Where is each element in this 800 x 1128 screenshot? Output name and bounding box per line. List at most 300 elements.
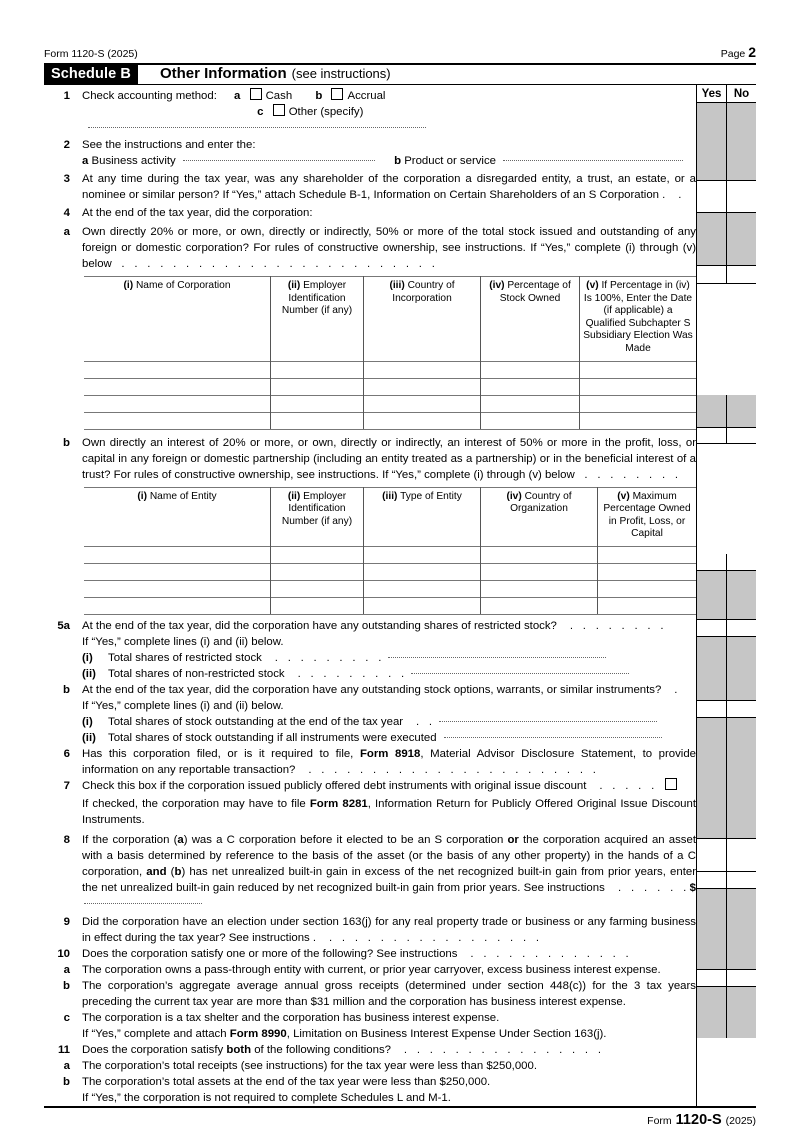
q11-both: both xyxy=(226,1043,252,1056)
col1-rn: (ii) xyxy=(287,280,301,291)
page-label: Page xyxy=(720,48,746,60)
yes-cell-q5a[interactable] xyxy=(697,554,727,570)
question-5b-i xyxy=(44,714,696,730)
yn-gap-table-4b xyxy=(697,444,756,554)
q7-leader: . . . . . xyxy=(586,779,658,792)
q6-part2: , Material Advisor Disclosure Statement, to provide information on any reportable transaction? xyxy=(82,747,697,776)
q5b-ii-spacer xyxy=(44,730,70,746)
question-11a-letter: a xyxy=(63,1059,70,1072)
yes-cell-q6[interactable] xyxy=(697,701,727,717)
table-row[interactable] xyxy=(84,546,696,563)
question-9-text xyxy=(70,914,696,946)
q5a-i-label: Total shares of restricted stock xyxy=(108,651,262,664)
cell[interactable] xyxy=(271,395,364,412)
question-2-number: 2 xyxy=(63,139,70,151)
question-5a-sub xyxy=(44,634,696,650)
question-10c-letter: c xyxy=(63,1011,70,1024)
col-ein xyxy=(271,277,364,362)
question-8-text xyxy=(70,832,696,912)
cell[interactable] xyxy=(481,597,598,614)
yn-block-shaded-q10 xyxy=(697,889,756,970)
q8-a: a xyxy=(177,833,184,846)
bcol4-rn: (v) xyxy=(617,490,630,502)
no-cell-q5b[interactable] xyxy=(727,620,756,636)
corporation-ownership-table xyxy=(84,276,696,430)
cell[interactable] xyxy=(481,361,580,378)
cell[interactable] xyxy=(364,546,481,563)
col1-label: Employer Identification Number (if any) xyxy=(281,280,353,317)
shade-cell xyxy=(727,889,756,969)
cell[interactable] xyxy=(598,580,697,597)
yes-cell-q11[interactable] xyxy=(697,970,727,986)
question-10-text xyxy=(70,946,696,962)
schedule-title: Other Information xyxy=(159,65,287,82)
question-5b-text xyxy=(70,682,696,698)
cell[interactable] xyxy=(271,546,364,563)
question-10a-text: The corporation owns a pass-through entity with current, or prior year carryover, excess business interest expense. xyxy=(82,963,661,976)
col2-rn: (iii) xyxy=(389,280,405,291)
accrual-checkbox[interactable] xyxy=(331,88,343,100)
q5a-sub-spacer xyxy=(44,634,70,650)
col-name-of-entity xyxy=(84,487,271,546)
yn-block-shaded-q1q2 xyxy=(697,103,756,181)
cell[interactable] xyxy=(364,563,481,580)
business-activity-label: Business activity xyxy=(91,155,176,167)
yn-answer-q3 xyxy=(697,181,756,213)
bcol2-rn: (iii) xyxy=(382,490,398,502)
shade-cell xyxy=(697,213,727,265)
no-cell-q11[interactable] xyxy=(727,970,756,986)
question-11b-text: The corporation’s total assets at the end of the tax year were less than $250,000. xyxy=(82,1075,491,1088)
question-5a-i xyxy=(44,650,696,666)
q8-t1: If the corporation ( xyxy=(82,833,178,846)
cell[interactable] xyxy=(481,563,598,580)
no-header: No xyxy=(733,87,750,100)
question-8 xyxy=(44,832,696,912)
question-4b-text xyxy=(70,435,696,483)
q5a-ii-label: Total shares of non-restricted stock xyxy=(108,667,285,680)
q5b-i-label: Total shares of stock outstanding at the end of the tax year xyxy=(108,715,404,728)
cell[interactable] xyxy=(84,563,271,580)
blank-cell xyxy=(727,444,757,554)
built-in-gain-input[interactable] xyxy=(84,903,202,904)
cell[interactable] xyxy=(481,580,598,597)
blank-cell xyxy=(727,284,757,395)
q3-leader: . xyxy=(665,189,685,201)
bcol0-label: Name of Entity xyxy=(149,490,217,502)
cash-checkbox[interactable] xyxy=(250,88,262,100)
cell[interactable] xyxy=(364,580,481,597)
cell[interactable] xyxy=(598,563,697,580)
cell[interactable] xyxy=(580,378,697,395)
cell[interactable] xyxy=(84,546,271,563)
original-issue-discount-checkbox[interactable] xyxy=(665,778,677,790)
table-header-row xyxy=(84,487,696,546)
question-10 xyxy=(44,946,696,962)
q5a-leader: . . . . . . . . xyxy=(556,619,667,632)
question-1-c xyxy=(44,104,696,136)
col-max-percentage-owned xyxy=(598,487,697,546)
question-2-text: See the instructions and enter the: xyxy=(82,139,256,151)
shade-cell xyxy=(697,987,727,1038)
question-1 xyxy=(44,85,696,104)
cell[interactable] xyxy=(271,412,364,429)
q7-body: Check this box if the corporation issued publicly offered debt instruments with original issue discount xyxy=(82,779,587,792)
question-11-note xyxy=(44,1090,696,1106)
blank-cell xyxy=(697,444,727,554)
shade-cell xyxy=(697,571,727,619)
table-row[interactable] xyxy=(84,412,696,429)
col4-label: If Percentage in (iv) Is 100%, Enter the Date (if applicable) a Qualified Subchapter S Subsidiary Election Was Made xyxy=(583,280,693,354)
cell[interactable] xyxy=(481,546,598,563)
col3-label: Percentage of Stock Owned xyxy=(499,280,571,304)
shade-cell xyxy=(727,571,756,619)
q8-leader: . . . . . . xyxy=(604,881,690,894)
form-footer xyxy=(44,1108,756,1128)
schedule-header xyxy=(44,63,756,85)
schedule-title-group xyxy=(138,65,391,84)
q1-b-letter: b xyxy=(315,90,323,102)
question-7-note xyxy=(44,796,696,828)
q6-form-ref: Form 8918 xyxy=(359,747,421,760)
q5a-i-line xyxy=(70,650,696,666)
question-11 xyxy=(44,1042,696,1058)
q7-form-ref: Form 8281 xyxy=(309,797,368,810)
form-grid xyxy=(44,85,756,1106)
q7-sub2: , Information Return for Publicly Offered Original Issue Discount Instruments. xyxy=(82,797,696,826)
restricted-stock-total-input[interactable] xyxy=(388,657,606,658)
business-activity-input[interactable] xyxy=(183,160,375,161)
table-row[interactable] xyxy=(84,361,696,378)
q5b-i-rn: (i) xyxy=(82,715,93,728)
shade-cell xyxy=(697,889,727,969)
yn-block-shaded-q11 xyxy=(697,987,756,1038)
cell[interactable] xyxy=(271,563,364,580)
yes-no-cells xyxy=(697,103,756,1038)
shade-cell xyxy=(697,103,727,180)
yn-answer-q10 xyxy=(697,872,756,889)
bcol2-label: Type of Entity xyxy=(400,490,462,502)
q9-leader: . . . . . . . . . . . . . . . . . xyxy=(316,931,543,944)
question-5a-text xyxy=(70,618,696,634)
question-9 xyxy=(44,914,696,946)
yn-answer-q6 xyxy=(697,701,756,718)
no-cell-q4b[interactable] xyxy=(727,428,756,443)
yn-answer-q9 xyxy=(697,839,756,872)
q5b-leader: . xyxy=(661,683,681,696)
questions-column xyxy=(44,85,696,1106)
cell[interactable] xyxy=(364,395,481,412)
q7-note-spacer xyxy=(44,796,70,828)
page-indicator xyxy=(721,44,756,60)
question-11a xyxy=(44,1058,696,1074)
q3-body: At any time during the tax year, was any shareholder of the corporation a disregarded entity, a trust, an estate, or a nominee or similar person? If “Yes,” attach Schedule B-1, Information on Certain Shareholders of an S Corporation . xyxy=(82,173,696,201)
partnership-interest-table xyxy=(84,487,696,615)
question-1-number: 1 xyxy=(63,90,70,102)
table-row[interactable] xyxy=(84,580,696,597)
yes-cell-q4b[interactable] xyxy=(697,428,727,443)
col-name-of-corporation xyxy=(84,277,271,362)
question-11b-letter: b xyxy=(63,1075,70,1088)
q5b-sub-spacer xyxy=(44,698,70,714)
page-number: 2 xyxy=(748,44,756,60)
cell[interactable] xyxy=(364,597,481,614)
q8-t5: ) has net unrealized built-in gain in excess of the net recognized built-in gain from prior years, enter the net unrealized built-in gain reduced by net recognized built-in gain from prior years. See instructions xyxy=(82,865,696,894)
question-4 xyxy=(44,205,696,221)
col-percentage-stock xyxy=(481,277,580,362)
q5b-ii-label: Total shares of stock outstanding if all instruments were executed xyxy=(108,731,437,744)
question-10-number: 10 xyxy=(57,947,70,960)
yn-block-shaded-q5b xyxy=(697,637,756,701)
q10c-note-spacer xyxy=(44,1026,70,1042)
cell[interactable] xyxy=(364,378,481,395)
question-3 xyxy=(44,171,696,203)
cell[interactable] xyxy=(84,580,271,597)
q1-a-label: Cash xyxy=(265,90,293,102)
shade-cell xyxy=(697,718,727,838)
bcol3-label: Country of Organization xyxy=(510,490,572,515)
yn-block-shaded-q5a xyxy=(697,571,756,620)
other-specify-input[interactable] xyxy=(88,127,426,128)
cell[interactable] xyxy=(84,412,271,429)
question-11-text xyxy=(70,1042,696,1058)
q11-note-spacer xyxy=(44,1090,70,1106)
question-8-number: 8 xyxy=(63,833,70,846)
q1-a-letter: a xyxy=(234,90,241,102)
question-6-text xyxy=(70,746,696,778)
col-ein xyxy=(271,487,364,546)
question-4-number: 4 xyxy=(63,207,70,219)
shade-cell xyxy=(697,637,727,700)
table-header-row xyxy=(84,277,696,362)
q5a-ii-rn: (ii) xyxy=(82,667,96,680)
q5b-i-line xyxy=(70,714,696,730)
other-specify-checkbox[interactable] xyxy=(273,104,285,116)
question-2 xyxy=(44,137,696,153)
q5a-i-leader: . . . . . . . . . xyxy=(261,651,385,664)
bcol4-label: Maximum Percentage Owned in Profit, Loss, or Capital xyxy=(603,490,691,540)
question-10c-text: The corporation is a tax shelter and the corporation has business interest expense. xyxy=(82,1011,500,1024)
shade-cell xyxy=(727,395,756,427)
cell[interactable] xyxy=(271,597,364,614)
question-2-entries xyxy=(44,153,696,169)
shade-cell xyxy=(727,213,756,265)
col0-label: Name of Corporation xyxy=(135,280,231,291)
footer-form-number: 1120-S xyxy=(675,1111,722,1128)
yes-cell-q9[interactable] xyxy=(697,839,727,871)
schedule-tag: Schedule B xyxy=(44,65,138,84)
table-row[interactable] xyxy=(84,563,696,580)
question-11a-text: The corporation’s total receipts (see instructions) for the tax year were less than $250,000. xyxy=(82,1059,538,1072)
no-cell-q4a[interactable] xyxy=(727,266,756,283)
no-cell-q9[interactable] xyxy=(727,839,756,871)
yes-cell-q10[interactable] xyxy=(697,872,727,888)
cell[interactable] xyxy=(580,395,697,412)
col-type-of-entity xyxy=(364,487,481,546)
q4a-body: Own directly 20% or more, or own, directly or indirectly, 50% or more of the total stock issued and outstanding of any foreign or domestic corporation? For rules of constructive ownership, see instructions. If “Yes,” complete (i) through (v) below xyxy=(82,226,696,270)
table-row[interactable] xyxy=(84,597,696,614)
q5b-body: At the end of the tax year, did the corporation have any outstanding stock options, warrants, or similar instruments? xyxy=(82,683,662,696)
question-1-c-text xyxy=(70,104,696,136)
question-4b xyxy=(44,435,696,483)
q5b-sub-text: If “Yes,” complete lines (i) and (ii) below. xyxy=(82,699,284,712)
q5a-ii-leader: . . . . . . . . . xyxy=(284,667,408,680)
cell[interactable] xyxy=(598,546,697,563)
q10c-note2: , Limitation on Business Interest Expense Under Section 163(j). xyxy=(286,1027,607,1040)
shade-cell xyxy=(727,987,756,1038)
question-5b-sub xyxy=(44,698,696,714)
schedule-subtitle: (see instructions) xyxy=(291,66,391,81)
question-10c xyxy=(44,1010,696,1026)
q11-leader: . . . . . . . . . . . . . . . . xyxy=(390,1043,605,1056)
q2-b-letter: b xyxy=(394,155,402,167)
yn-answer-q4a xyxy=(697,266,756,284)
yes-no-column xyxy=(696,85,756,1106)
stock-outstanding-input[interactable] xyxy=(439,721,657,722)
q4b-body: Own directly an interest of 20% or more, or own, directly or indirectly, an interest of 50% or more in the profit, loss, or capital in any foreign or domestic partnership (including an entity treated as a partnership) or in the beneficial interest of a trust? For rules of constructive ownership, see instructions. If “Yes,” complete (i) through (v) below xyxy=(82,436,696,481)
running-head xyxy=(44,0,756,63)
q5b-i-leader: . . xyxy=(403,715,436,728)
shade-cell xyxy=(697,395,727,427)
q5a-i-spacer xyxy=(44,650,70,666)
question-7-text xyxy=(70,778,696,794)
q10c-form-ref: Form 8990 xyxy=(229,1027,287,1040)
cell[interactable] xyxy=(84,361,271,378)
q8-dollar-sign: $ xyxy=(689,881,696,894)
nonrestricted-stock-total-input[interactable] xyxy=(411,673,629,674)
no-cell-q6[interactable] xyxy=(727,701,756,717)
question-4b-letter: b xyxy=(63,436,70,449)
question-2-spacer xyxy=(44,153,70,169)
question-9-number: 9 xyxy=(63,915,70,928)
q5a-ii-spacer xyxy=(44,666,70,682)
question-10b xyxy=(44,978,696,1010)
q11-t1: Does the corporation satisfy xyxy=(82,1043,227,1056)
question-10a xyxy=(44,962,696,978)
q7-note-text xyxy=(70,796,696,828)
yes-cell-q3[interactable] xyxy=(697,181,727,212)
question-10b-letter: b xyxy=(63,979,70,992)
shade-cell xyxy=(727,718,756,838)
question-5b xyxy=(44,682,696,698)
no-cell-q10[interactable] xyxy=(727,872,756,888)
product-service-label: Product or service xyxy=(404,155,496,167)
col4-rn: (v) xyxy=(586,280,599,291)
bcol0-rn: (i) xyxy=(137,490,147,502)
col-qsub-election xyxy=(580,277,697,362)
yes-header: Yes xyxy=(697,85,727,102)
question-11-number: 11 xyxy=(57,1043,70,1056)
col0-rn: (i) xyxy=(123,280,134,291)
no-cell-q5a[interactable] xyxy=(727,554,756,570)
footer-year: (2025) xyxy=(725,1114,756,1127)
bcol1-rn: (ii) xyxy=(287,490,301,502)
bcol1-label: Employer Identification Number (if any) xyxy=(281,490,353,527)
cell[interactable] xyxy=(271,580,364,597)
question-4a-text xyxy=(70,224,696,272)
yn-block-shaded-q4 xyxy=(697,213,756,266)
footer-form-word: Form xyxy=(647,1114,672,1127)
form-reference: Form 1120-S (2025) xyxy=(44,48,138,60)
yes-cell-q4a[interactable] xyxy=(697,266,727,283)
q7-sub1: If checked, the corporation may have to file xyxy=(82,797,306,810)
table-row[interactable] xyxy=(84,395,696,412)
yes-cell-q5b[interactable] xyxy=(697,620,727,636)
stock-outstanding-executed-input[interactable] xyxy=(444,737,662,738)
q10c-note-text xyxy=(70,1026,696,1042)
partnership-interest-rows xyxy=(84,546,696,614)
shade-cell xyxy=(727,103,756,180)
q8-b: b xyxy=(174,865,182,878)
cell[interactable] xyxy=(84,378,271,395)
cell[interactable] xyxy=(598,597,697,614)
cell[interactable] xyxy=(580,412,697,429)
question-6 xyxy=(44,746,696,778)
q8-t3: the corporation acquired an asset with a basis determined by reference to the basis of the asset (or the basis of any other property) in the hands of a C corporation, xyxy=(82,833,696,878)
product-service-input[interactable] xyxy=(503,160,683,161)
q1-prompt: Check accounting method: xyxy=(82,90,217,102)
no-cell-q3[interactable] xyxy=(727,181,756,212)
yn-block-shaded-q4b xyxy=(697,395,756,428)
q8-t4: ( xyxy=(166,865,175,878)
cell[interactable] xyxy=(271,361,364,378)
q4a-leader: . . . . . . . . . . . . . . . . . . . . . . . . . xyxy=(114,258,439,270)
yn-answer-q5b xyxy=(697,620,756,637)
q8-and: and xyxy=(146,865,167,878)
blank-cell xyxy=(697,284,727,395)
cell[interactable] xyxy=(580,361,697,378)
q1-c-label: Other (specify) xyxy=(288,106,364,118)
cell[interactable] xyxy=(481,395,580,412)
question-10a-letter: a xyxy=(63,963,70,976)
yn-answer-q5a xyxy=(697,554,756,571)
question-6-number: 6 xyxy=(63,747,70,760)
question-1-c-spacer xyxy=(44,104,70,136)
question-5b-letter: b xyxy=(63,683,70,696)
q8-or: or xyxy=(507,833,519,846)
q8-t2: ) was a C corporation before it elected to be an S corporation xyxy=(183,833,508,846)
q9-body: Did the corporation have an election under section 163(j) for any real property trade or business or any farming business in effect during the tax year? See instructions . xyxy=(82,915,696,944)
q5b-ii-line xyxy=(70,730,696,746)
cell[interactable] xyxy=(271,378,364,395)
q11-note-text: If “Yes,” the corporation is not required to complete Schedules L and M-1. xyxy=(82,1091,451,1104)
q1-b-label: Accrual xyxy=(347,90,386,102)
col-country-incorporation xyxy=(364,277,481,362)
yn-answer-q11 xyxy=(697,970,756,987)
q5a-sub-text: If “Yes,” complete lines (i) and (ii) below. xyxy=(82,635,284,648)
q11-t2: of the following conditions? xyxy=(251,1043,391,1056)
question-7-number: 7 xyxy=(63,779,70,792)
cell[interactable] xyxy=(364,361,481,378)
cell[interactable] xyxy=(84,597,271,614)
question-5b-ii xyxy=(44,730,696,746)
question-7 xyxy=(44,778,696,794)
yn-block-shaded-q7q8 xyxy=(697,718,756,839)
table-row[interactable] xyxy=(84,378,696,395)
q4b-leader: . . . . . . . . xyxy=(577,468,682,481)
question-11b xyxy=(44,1074,696,1090)
question-5a xyxy=(44,618,696,634)
yes-no-header xyxy=(697,85,756,103)
q5b-i-spacer xyxy=(44,714,70,730)
cell[interactable] xyxy=(481,378,580,395)
question-3-text xyxy=(70,171,696,203)
cell[interactable] xyxy=(84,395,271,412)
question-1-text xyxy=(70,88,696,104)
cell[interactable] xyxy=(481,412,580,429)
question-3-number: 3 xyxy=(63,173,70,185)
cell[interactable] xyxy=(364,412,481,429)
